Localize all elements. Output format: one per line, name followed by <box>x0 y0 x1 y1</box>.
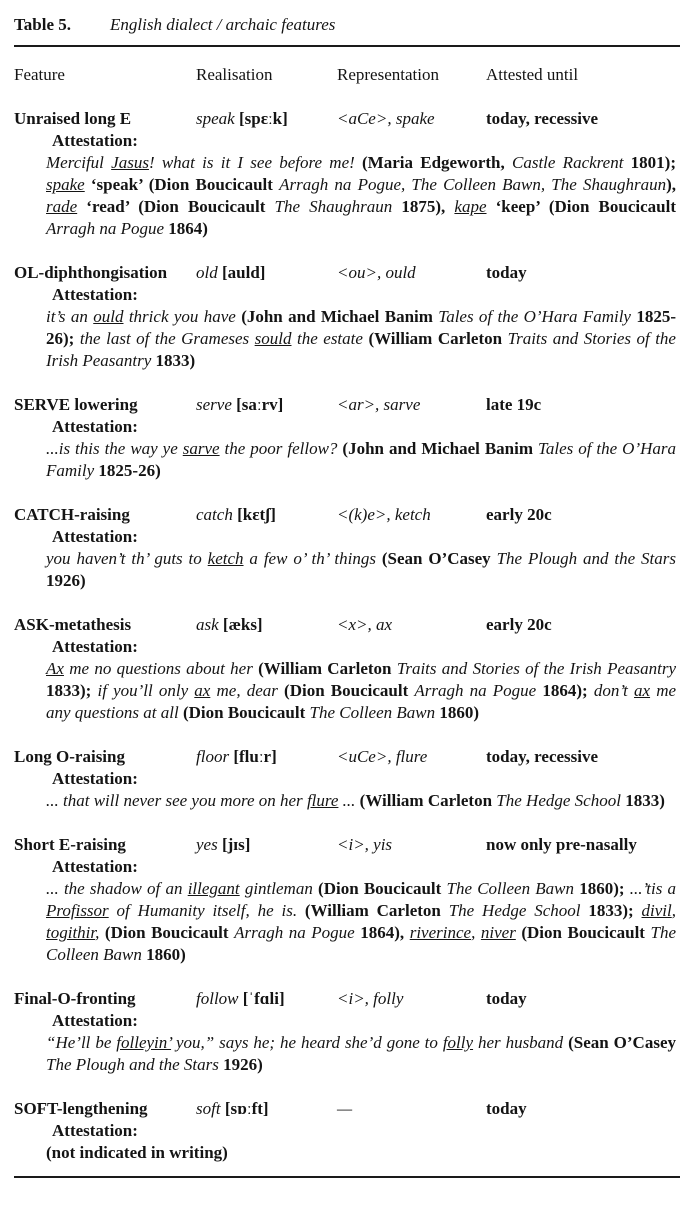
representation-cell: <ou>, ould <box>337 263 416 282</box>
attestation-text <box>46 1032 676 1076</box>
attestation-segment: don’t <box>593 681 635 700</box>
attestation-segment: the poor fellow? <box>219 439 343 458</box>
attestation-segment: (Sean O’Casey <box>568 1033 676 1052</box>
attestation-segment: (Maria Edgeworth, <box>362 153 512 172</box>
attestation-segment: 1860) <box>141 945 186 964</box>
feature-line <box>14 504 680 526</box>
attestation-text <box>46 790 676 812</box>
feature-name: Short E-raising <box>14 835 126 854</box>
attestation-segment: a few o’ th’ things <box>243 549 382 568</box>
attestation-segment: 1833) <box>151 351 196 370</box>
table-caption <box>14 14 680 36</box>
attestation-label: Attestation: <box>52 1121 138 1140</box>
attestation-segment: 1825-26); <box>46 307 676 348</box>
attestation-text <box>46 658 676 724</box>
feature-name: SOFT-lengthening <box>14 1099 148 1118</box>
attestation-segment: (Dion Boucicault <box>318 879 447 898</box>
attestation-segment: Arragh na Pogue <box>414 681 537 700</box>
attested-until-cell: early 20c <box>486 505 552 524</box>
realisation-cell <box>196 394 337 416</box>
realisation-word: ask <box>196 615 219 634</box>
attestation-segment: ‘keep’ (Dion Boucicault <box>486 197 676 216</box>
attestation-segment: thrick you have <box>123 307 242 326</box>
attestation-segment: 1833); <box>46 681 98 700</box>
feature-line <box>14 262 680 284</box>
representation-cell: <(k)e>, ketch <box>337 505 431 524</box>
attestation-segment: 1801); <box>623 153 676 172</box>
attestation-segment: flure <box>306 791 339 810</box>
attestation-segment: The Hedge School <box>448 901 581 920</box>
attestation-segment: (not indicated in writing) <box>46 1143 228 1162</box>
attested-until-cell: today, recessive <box>486 747 599 766</box>
feature-line <box>14 988 680 1010</box>
attestation-segment: Arragh na Pogue <box>234 923 355 942</box>
attestation-segment: 1875), <box>392 197 455 216</box>
column-header-representation: Representation <box>337 65 439 84</box>
attestation-segment: ketch <box>207 549 244 568</box>
column-headers <box>14 64 680 86</box>
realisation-cell <box>196 108 337 130</box>
attestation-segment: The Colleen Bawn <box>309 703 436 722</box>
feature-name: Long O-raising <box>14 747 125 766</box>
realisation-word: catch <box>196 505 233 524</box>
feature-name: Unraised long E <box>14 109 132 128</box>
attestation-segment: (Sean O’Casey <box>381 549 497 568</box>
realisation-ipa: [kɛtʃ] <box>237 505 276 524</box>
feature-name: SERVE lowering <box>14 395 138 414</box>
table-row <box>14 108 680 240</box>
attestation-segment: ‘read’ (Dion Boucicault <box>77 197 275 216</box>
attestation-segment: ‘speak’ (Dion Boucicault <box>84 175 280 194</box>
attestation-text <box>46 152 676 240</box>
column-header-feature: Feature <box>14 65 65 84</box>
realisation-cell <box>196 504 337 526</box>
realisation-cell <box>196 614 337 636</box>
attestation-segment: ...is this the way ye <box>46 439 183 458</box>
attested-until-cell: late 19c <box>486 395 542 414</box>
attestation-segment: Ax <box>46 659 64 678</box>
feature-line <box>14 108 680 130</box>
realisation-ipa: [fluːr] <box>233 747 277 766</box>
attestation-segment: , <box>95 923 105 942</box>
attestation-segment: ax <box>194 681 211 700</box>
attestation-segment: me no questions about her <box>63 659 259 678</box>
attestation-segment: folleyin’ <box>116 1033 172 1052</box>
attestation-label: Attestation: <box>52 637 138 656</box>
representation-cell: <x>, ax <box>337 615 393 634</box>
attestation-segment: (Dion Boucicault <box>284 681 415 700</box>
realisation-word: soft <box>196 1099 221 1118</box>
attestation-segment: ould <box>93 307 124 326</box>
attestation-segment: illegant <box>187 879 240 898</box>
realisation-word: speak <box>196 109 235 128</box>
feature-name: OL-diphthongisation <box>14 263 168 282</box>
feature-line <box>14 1098 680 1120</box>
attestation-segment: , <box>471 923 481 942</box>
attestation-label: Attestation: <box>52 1011 138 1030</box>
table-row <box>14 262 680 372</box>
feature-line <box>14 614 680 636</box>
attestation-segment: 1926) <box>46 571 86 590</box>
attestation-segment: folly <box>442 1033 474 1052</box>
attestation-segment: kape <box>454 197 487 216</box>
attestation-segment: riverince <box>409 923 472 942</box>
attestation-label: Attestation: <box>52 417 138 436</box>
table-row <box>14 1098 680 1164</box>
attestation-segment: it’s an <box>46 307 94 326</box>
attestation-segment: (Dion Boucicault <box>104 923 235 942</box>
table-row <box>14 746 680 812</box>
attestation-segment: , <box>671 901 676 920</box>
attestation-segment: you haven’t th’ guts to <box>46 549 208 568</box>
attestation-label: Attestation: <box>52 131 138 150</box>
attestation-label: Attestation: <box>52 769 138 788</box>
attested-until-cell: now only pre-nasally <box>486 835 637 854</box>
attestation-segment: 1833); <box>580 901 642 920</box>
attestation-segment: ... the shadow of an <box>46 879 188 898</box>
attestation-segment: The Hedge School <box>496 791 621 810</box>
feature-name: Final-O-fronting <box>14 989 136 1008</box>
realisation-cell <box>196 1098 337 1120</box>
table-row <box>14 988 680 1076</box>
attestation-segment: Merciful <box>46 153 112 172</box>
attested-until-cell: today <box>486 1099 527 1118</box>
attestation-segment: 1833) <box>620 791 665 810</box>
realisation-ipa: [sɒːft] <box>224 1099 269 1118</box>
attestation-segment: sould <box>254 329 292 348</box>
attestation-segment: 1926) <box>218 1055 263 1074</box>
realisation-ipa: [jɪs] <box>221 835 251 854</box>
attestation-segment: if you’ll only <box>97 681 195 700</box>
attestation-label: Attestation: <box>52 857 138 876</box>
realisation-word: follow <box>196 989 239 1008</box>
attestation-segment: The Colleen Bawn <box>46 923 677 964</box>
attestation-segment: 1864), <box>354 923 410 942</box>
feature-name: CATCH-raising <box>14 505 130 524</box>
attestation-segment: Tales of the O’Hara Family <box>438 307 631 326</box>
attestation-segment: rade <box>46 197 78 216</box>
realisation-cell <box>196 834 337 856</box>
attestation-segment: me any questions at all <box>46 681 677 722</box>
attestation-segment: her husband <box>473 1033 569 1052</box>
table-title: English dialect / archaic features <box>110 15 336 34</box>
attestation-segment: (John and Michael Banim <box>241 307 439 326</box>
table-number: Table 5. <box>14 15 72 34</box>
representation-cell: <i>, yis <box>337 835 393 854</box>
table-row <box>14 614 680 724</box>
attestation-segment: of Humanity itself, he is. <box>108 901 305 920</box>
attestation-segment: 1864); <box>536 681 594 700</box>
attestation-segment: Traits and Stories of the Irish Peasantry <box>396 659 676 678</box>
attested-until-cell: early 20c <box>486 615 552 634</box>
feature-line <box>14 394 680 416</box>
bottom-rule <box>14 1176 680 1178</box>
feature-name: ASK-metathesis <box>14 615 132 634</box>
attestation-segment: ), <box>666 175 676 194</box>
realisation-word: yes <box>196 835 218 854</box>
feature-line <box>14 746 680 768</box>
attestation-segment: The Plough and the Stars <box>46 1055 219 1074</box>
attestation-segment: Profissor <box>46 901 109 920</box>
attestation-segment: ... <box>338 791 360 810</box>
attestation-segment: 1864) <box>164 219 208 238</box>
attestation-segment: Traits and Stories of the Irish Peasantry <box>46 329 676 370</box>
attested-until-cell: today, recessive <box>486 109 599 128</box>
attestation-label: Attestation: <box>52 527 138 546</box>
realisation-cell <box>196 746 337 768</box>
attestation-segment: (William Carleton <box>258 659 397 678</box>
column-header-attested: Attested until <box>486 65 579 84</box>
attestation-segment: 1860); <box>574 879 630 898</box>
attestation-segment: “He’ll be <box>46 1033 117 1052</box>
attestation-segment: sarve <box>182 439 220 458</box>
attestation-label: Attestation: <box>52 285 138 304</box>
attestation-segment: ... that will never see you more on her <box>46 791 307 810</box>
attestation-segment: spake <box>46 175 85 194</box>
table-row <box>14 504 680 592</box>
attestation-segment: (Dion Boucicault <box>515 923 651 942</box>
table-row <box>14 834 680 966</box>
attested-until-cell: today <box>486 263 527 282</box>
attestation-segment: (William Carleton <box>359 791 497 810</box>
attestation-segment: (William Carleton <box>368 329 508 348</box>
attestation-segment: gintleman <box>239 879 319 898</box>
representation-cell: — <box>337 1099 353 1118</box>
attestation-segment: 1860) <box>435 703 480 722</box>
attestation-segment: Castle Rackrent <box>512 153 624 172</box>
representation-cell: <aCe>, spake <box>337 109 435 128</box>
attestation-segment: you,” says he; he heard she’d gone to <box>171 1033 443 1052</box>
attestation-segment: the estate <box>291 329 369 348</box>
attestation-segment: 1825-26) <box>94 461 161 480</box>
attestation-segment: ax <box>634 681 651 700</box>
attestation-text <box>46 878 676 966</box>
realisation-cell <box>196 988 337 1010</box>
attestation-segment: (William Carleton <box>304 901 449 920</box>
realisation-ipa: [æks] <box>222 615 263 634</box>
attestation-segment: The Plough and the Stars <box>496 549 676 568</box>
representation-cell: <ar>, sarve <box>337 395 421 414</box>
attestation-segment: niver <box>480 923 516 942</box>
realisation-ipa: [saːrv] <box>236 395 284 414</box>
column-header-realisation: Realisation <box>196 65 273 84</box>
top-rule <box>14 45 680 47</box>
attestation-segment: (John and Michael Banim <box>342 439 538 458</box>
attestation-text <box>46 1142 676 1164</box>
attestation-segment: togithir <box>46 923 96 942</box>
attestation-segment: Arragh na Pogue, The Colleen Bawn, The Shaughraun <box>279 175 667 194</box>
attestation-segment: ! what is it I see before me! <box>148 153 363 172</box>
representation-cell: <uCe>, flure <box>337 747 428 766</box>
attestation-text <box>46 306 676 372</box>
attestation-segment: The Shaughraun <box>274 197 393 216</box>
attestation-segment: Tales of the O’Hara Family <box>46 439 676 480</box>
attestation-segment: the last of the Grameses <box>79 329 255 348</box>
attestation-segment: me, dear <box>210 681 285 700</box>
representation-cell: <i>, folly <box>337 989 404 1008</box>
realisation-cell <box>196 262 337 284</box>
realisation-ipa: [ˈfɑli] <box>242 989 285 1008</box>
attestation-segment: The Colleen Bawn <box>446 879 574 898</box>
attestation-segment: Jasus <box>111 153 149 172</box>
realisation-word: old <box>196 263 218 282</box>
attestation-segment: Arragh na Pogue <box>46 219 165 238</box>
realisation-word: serve <box>196 395 232 414</box>
attestation-text <box>46 548 676 592</box>
realisation-ipa: [spɛːk] <box>238 109 288 128</box>
attestation-segment: ...’tis a <box>629 879 677 898</box>
attestation-segment: (Dion Boucicault <box>182 703 310 722</box>
table-row <box>14 394 680 482</box>
feature-line <box>14 834 680 856</box>
attestation-segment: divil <box>641 901 672 920</box>
attestation-text <box>46 438 676 482</box>
attested-until-cell: today <box>486 989 527 1008</box>
realisation-word: floor <box>196 747 230 766</box>
realisation-ipa: [auld] <box>221 263 266 282</box>
